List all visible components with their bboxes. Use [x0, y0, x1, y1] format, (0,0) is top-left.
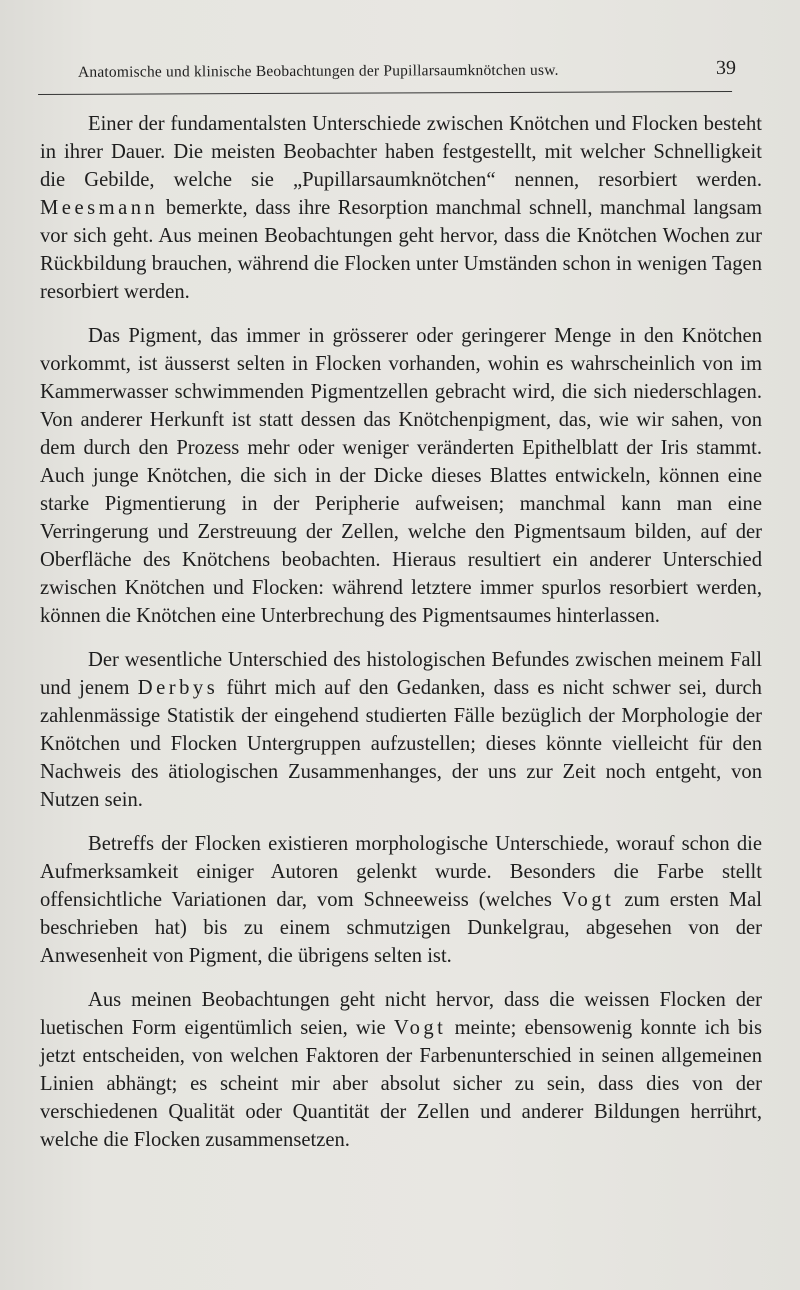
paragraph [40, 110, 762, 306]
paragraph [40, 646, 762, 814]
paragraph-text: meinte; ebensowenig konnte ich bis jetzt entscheiden, von welchen Faktoren der Farbenunterschied in seinen allgemeinen Linien abhängt; es scheint mir aber absolut sicher zu sein, dass dies von der verschiedenen Qualität oder Quantität der Zellen und anderer Bildungen herrührt, welche die Flocken zusammensetzen. [40, 1017, 762, 1151]
author-name: Vogt [393, 1017, 447, 1039]
paragraph-text: Betreffs der Flocken existieren morphologische Unterschiede, worauf schon die Aufmerksamkeit einiger Autoren gelenkt wurde. Besonders die Farbe stellt offensichtliche Variationen dar, vom Schneeweiss (welches [40, 833, 762, 911]
page-number: 39 [715, 56, 737, 80]
paragraph-text: Der wesentliche Unterschied des histologischen Befundes zwischen meinem Fall und jenem [40, 649, 762, 699]
paragraph-text: zum ersten Mal beschrieben hat) bis zu einem schmutzigen Dunkelgrau, abgesehen von der Anwesenheit von Pigment, die übrigens selten ist. [40, 889, 762, 967]
author-name: Vogt [561, 889, 615, 911]
running-title: Anatomische und klinische Beobachtungen der Pupillarsaumknötchen usw. [77, 61, 559, 81]
page-header [38, 55, 737, 95]
author-name: Derbys [137, 677, 219, 699]
paragraph [40, 830, 762, 970]
paragraph [40, 986, 762, 1154]
paragraph-text: bemerkte, dass ihre Resorption manchmal schnell, manchmal langsam vor sich geht. Aus meinen Beobachtungen geht hervor, dass die Knötchen Wochen zur Rückbildung brauchen, während die Flocken unter Umständen schon in wenigen Tagen resorbiert werden. [40, 197, 762, 303]
paragraph-text: Aus meinen Beobachtungen geht nicht hervor, dass die weissen Flocken der luetischen Form eigentümlich seien, wie [40, 989, 762, 1039]
author-name: Meesmann [40, 197, 159, 219]
body-text [40, 110, 762, 1170]
paragraph-text: Einer der fundamentalsten Unterschiede zwischen Knötchen und Flocken besteht in ihrer Dauer. Die meisten Beobachter haben festgestellt, mit welcher Schnelligkeit die Gebilde, welche sie „Pupillarsaumknötchen“ nennen, resorbiert werden. [40, 113, 762, 191]
paragraph-text: Das Pigment, das immer in grösserer oder geringerer Menge in den Knötchen vorkommt, ist äusserst selten in Flocken vorhanden, wohin es wahrscheinlich von im Kammerwasser schwimmenden Pigmentzellen gebracht wird, die sich niederschlagen. Von anderer Herkunft ist statt dessen das Knötchenpigment, das, wie wir sahen, von dem durch den Prozess mehr oder weniger veränderten Epithelblatt der Iris stammt. Auch junge Knötchen, die sich in der Dicke dieses Blattes entwickeln, können eine starke Pigmentierung in der Peripherie aufweisen; manchmal kann man eine Verringerung und Zerstreuung der Zellen, welche den Pigmentsaum bilden, auf der Oberfläche des Knötchens beobachten. Hieraus resultiert ein anderer Unterschied zwischen Knötchen und Flocken: während letztere immer spurlos resorbiert werden, können die Knötchen eine Unterbrechung des Pigmentsaumes hinterlassen. [40, 325, 762, 627]
paragraph-text: führt mich auf den Gedanken, dass es nicht schwer sei, durch zahlenmässige Statistik der eingehend studierten Fälle bezüglich der Morphologie der Knötchen und Flocken Untergruppen aufzustellen; dieses könnte vielleicht für den Nachweis des ätiologischen Zusammenhanges, der uns zur Zeit noch entgeht, von Nutzen sein. [40, 677, 762, 811]
paragraph [40, 322, 762, 630]
